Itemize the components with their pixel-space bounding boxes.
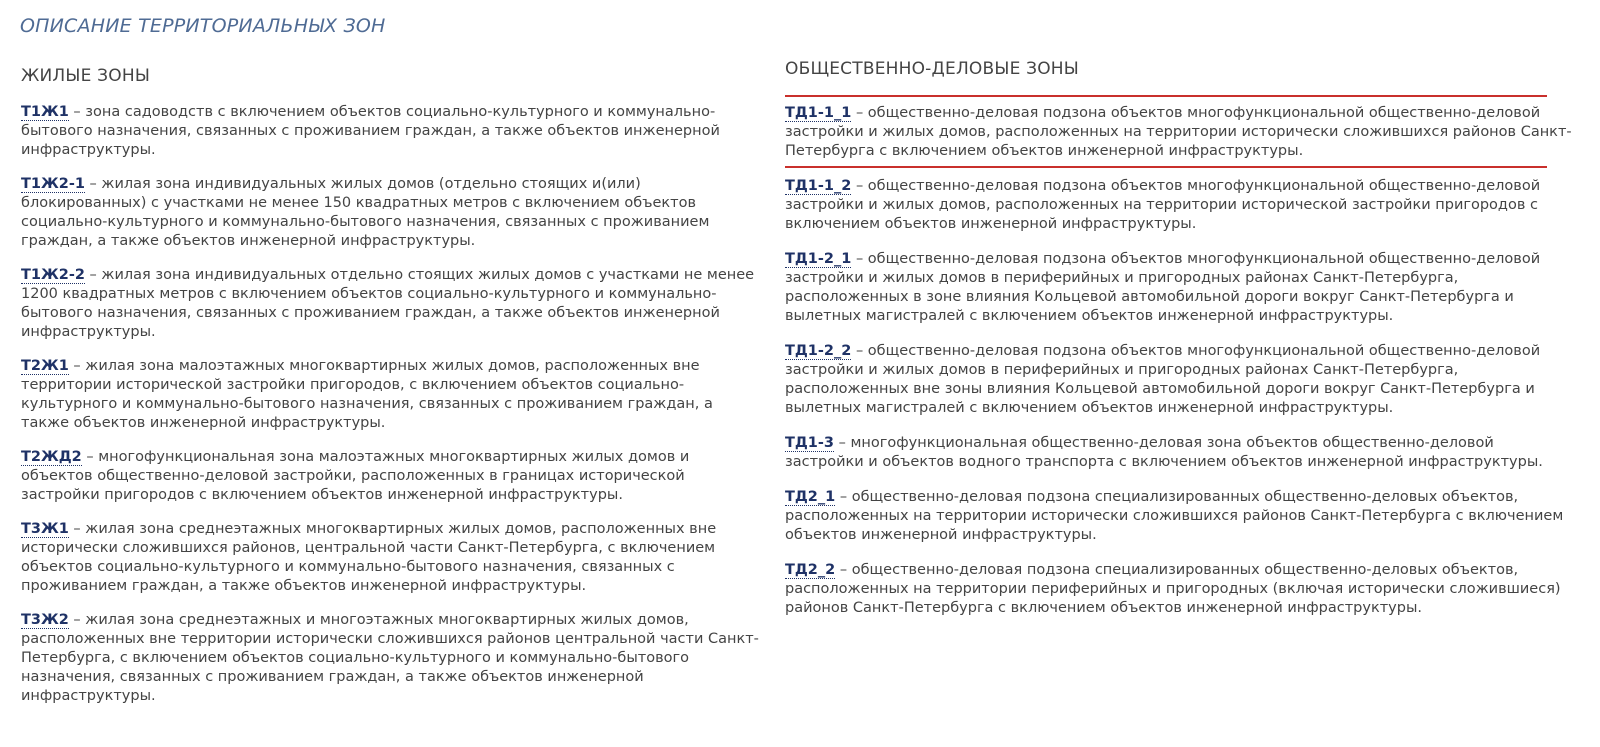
zone-description: – общественно-деловая подзона объектов многофункциональной общественно-деловой застройки и жилых домов в периферийных и пригородных районах Санкт-Петербурга, расположенных в зоне влияния Кольцевой автомобильной дороги вокруг Санкт-Петербурга и вылетных магистралей с включением объектов инженерной инфраструктуры. bbox=[785, 251, 1541, 324]
zone-entry bbox=[21, 266, 761, 342]
zone-code-link[interactable]: Т3Ж1 bbox=[21, 521, 69, 537]
zone-description: – общественно-деловая подзона объектов многофункциональной общественно-деловой застройки и жилых домов в периферийных и пригородных районах Санкт-Петербурга, расположенных вне зоны влияния Кольцевой автомобильной дороги вокруг Санкт-Петербурга и вылетных магистралей с включением объектов инженерной инфраструктуры. bbox=[785, 343, 1541, 416]
business-zones-column bbox=[785, 59, 1575, 634]
zone-description: – зона садоводств с включением объектов социально-культурного и коммунально-бытового назначения, связанных с проживанием граждан, а также объектов инженерной инфраструктуры. bbox=[21, 104, 720, 158]
zone-code-link[interactable]: ТД1-1_2 bbox=[785, 178, 852, 194]
zone-entry bbox=[21, 175, 761, 251]
business-zones-list bbox=[785, 97, 1575, 618]
zone-description: – общественно-деловая подзона объектов многофункциональной общественно-деловой застройки и жилых домов, расположенных на территории исторически сложившихся районов Санкт-Петербурга с включением объектов инженерной инфраструктуры. bbox=[785, 105, 1572, 159]
zone-code-link[interactable]: ТД1-1_1 bbox=[785, 105, 852, 121]
zone-description: – многофункциональная зона малоэтажных многоквартирных жилых домов и объектов общественно-деловой застройки, расположенных в границах исторической застройки пригородов с включением объектов инженерной инфраструктуры. bbox=[21, 449, 690, 503]
zone-description: – многофункциональная общественно-деловая зона объектов общественно-деловой застройки и объектов водного транспорта с включением объектов инженерной инфраструктуры. bbox=[785, 435, 1543, 470]
zone-entry bbox=[21, 357, 761, 433]
zone-code-link[interactable]: ТД2_1 bbox=[785, 489, 836, 505]
zone-description: – жилая зона индивидуальных отдельно стоящих жилых домов с участками не менее 1200 квадратных метров с включением объектов социально-культурного и коммунально-бытового назначения, связанных с проживанием граждан, а также объектов инженерной инфраструктуры. bbox=[21, 267, 755, 340]
zone-entry bbox=[785, 97, 1575, 166]
zone-entry bbox=[785, 488, 1575, 545]
zone-code-link[interactable]: Т1Ж1 bbox=[21, 104, 69, 120]
zone-entry bbox=[785, 250, 1575, 326]
zone-code-link[interactable]: ТД1-2_2 bbox=[785, 343, 852, 359]
residential-zones-list bbox=[21, 103, 761, 706]
page-title: ОПИСАНИЕ ТЕРРИТОРИАЛЬНЫХ ЗОН bbox=[20, 15, 386, 37]
zone-description: – жилая зона индивидуальных жилых домов (отдельно стоящих и(или) блокированных) с участками не менее 150 квадратных метров с включением объектов социально-культурного и коммунально-бытового назначения, связанных с проживанием граждан, а также объектов инженерной инфраструктуры. bbox=[21, 176, 710, 249]
zone-entry bbox=[21, 520, 761, 596]
zone-code-link[interactable]: ТД2_2 bbox=[785, 562, 836, 578]
zone-description: – жилая зона малоэтажных многоквартирных жилых домов, расположенных вне территории исторической застройки пригородов, с включением объектов социально-культурного и коммунально-бытового назначения, связанных с проживанием граждан, а также объектов инженерной инфраструктуры. bbox=[21, 358, 713, 431]
zone-code-link[interactable]: Т2ЖД2 bbox=[21, 449, 82, 465]
zone-description: – общественно-деловая подзона специализированных общественно-деловых объектов, расположенных на территории периферийных и пригородных (включая исторически сложившиеся) районов Санкт-Петербурга с включением объектов инженерной инфраструктуры. bbox=[785, 562, 1561, 616]
zone-description: – общественно-деловая подзона специализированных общественно-деловых объектов, расположенных на территории исторически сложившихся районов Санкт-Петербурга с включением объектов инженерной инфраструктуры. bbox=[785, 489, 1564, 543]
zone-description: – общественно-деловая подзона объектов многофункциональной общественно-деловой застройки и жилых домов, расположенных на территории исторической застройки пригородов с включением объектов инженерной инфраструктуры. bbox=[785, 178, 1541, 232]
zone-code-link[interactable]: Т1Ж2-1 bbox=[21, 176, 85, 192]
business-zones-heading: ОБЩЕСТВЕННО-ДЕЛОВЫЕ ЗОНЫ bbox=[785, 59, 1079, 79]
zone-entry bbox=[21, 448, 761, 505]
residential-zones-heading: ЖИЛЫЕ ЗОНЫ bbox=[21, 66, 151, 86]
zone-description: – жилая зона среднеэтажных многоквартирных жилых домов, расположенных вне исторически сложившихся районов, центральной части Санкт-Петербурга, с включением объектов социально-культурного и коммунально-бытового назначения, связанных с проживанием граждан, а также объектов инженерной инфраструктуры. bbox=[21, 521, 717, 594]
zone-entry bbox=[785, 434, 1575, 472]
zone-code-link[interactable]: ТД1-2_1 bbox=[785, 251, 852, 267]
zone-entry bbox=[785, 342, 1575, 418]
zone-code-link[interactable]: Т1Ж2-2 bbox=[21, 267, 85, 283]
zone-code-link[interactable]: ТД1-3 bbox=[785, 435, 835, 451]
zone-code-link[interactable]: Т2Ж1 bbox=[21, 358, 69, 374]
residential-zones-column bbox=[21, 66, 761, 721]
zone-code-link[interactable]: Т3Ж2 bbox=[21, 612, 69, 628]
zone-entry bbox=[785, 561, 1575, 618]
zone-description: – жилая зона среднеэтажных и многоэтажных многоквартирных жилых домов, расположенных вне территории исторически сложившихся районов центральной части Санкт-Петербурга, с включением объектов социально-культурного и коммунально-бытового назначения, связанных с проживанием граждан, а также объектов инженерной инфраструктуры. bbox=[21, 612, 759, 704]
zone-entry bbox=[785, 168, 1575, 234]
zone-entry bbox=[21, 611, 761, 706]
zone-entry bbox=[21, 103, 761, 160]
